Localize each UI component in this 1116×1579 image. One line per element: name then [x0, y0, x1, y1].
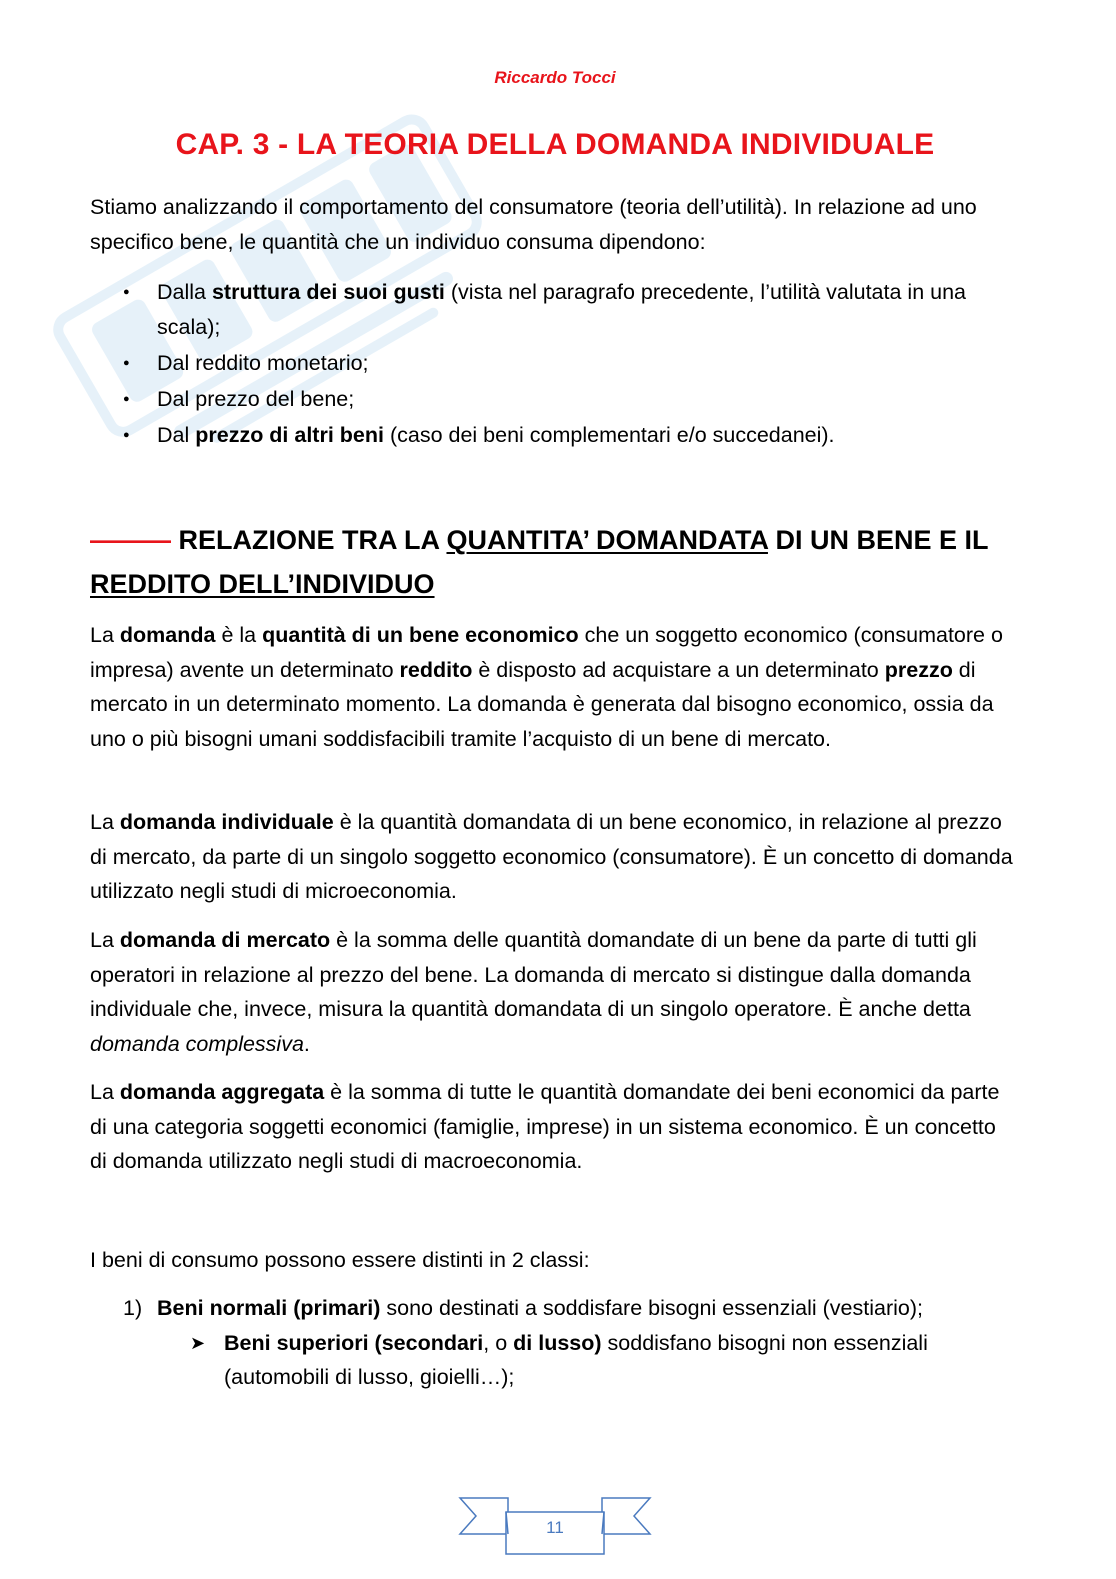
dependency-list: [90, 275, 1018, 454]
list-item: ● Dal prezzo di altri beni (caso dei beni complementari e/o succedanei).: [90, 418, 1018, 453]
classes-intro: I beni di consumo possono essere distinti in 2 classi:: [90, 1248, 590, 1272]
definition-domanda: La domanda è la quantità di un bene economico che un soggetto economico (consumatore o impresa) avente un determinato reddito è disposto ad acquistare a un determinato prezzo di mercato in un determinato momento. La domanda è generata dal bisogno economico, ossia da uno o più bisogni umani soddisfacibili tramite l’acquisto di un bene di mercato.: [90, 623, 1003, 751]
list-item: ● Dal reddito monetario;: [90, 346, 1018, 381]
chapter-title: CAP. 3 - LA TEORIA DELLA DOMANDA INDIVIDUALE: [175, 128, 935, 161]
definition-domanda-di-mercato: La domanda di mercato è la somma delle quantità domandate di un bene da parte di tutti gli operatori in relazione al prezzo del bene. La domanda di mercato si distingue dalla domanda individuale che, invece, misura la quantità domandata di un singolo operatore. È anche detta domanda complessiva.: [90, 928, 977, 1056]
list-item: ● Dalla struttura dei suoi gusti (vista nel paragrafo precedente, l’utilità valutata in una scala);: [90, 275, 1018, 344]
definition-domanda-individuale: La domanda individuale è la quantità domandata di un bene economico, in relazione al prezzo di mercato, da parte di un singolo soggetto economico (consumatore). È un concetto di domanda utilizzato negli studi di microeconomia.: [90, 810, 1013, 903]
classes-list: [90, 1291, 1018, 1395]
list-item: ● Dal prezzo del bene;: [90, 382, 1018, 417]
section-heading: ——— RELAZIONE TRA LA QUANTITA’ DOMANDATA DI UN BENE E IL REDDITO DELL’INDIVIDUO: [90, 525, 988, 599]
author-header: Riccardo Tocci: [494, 68, 616, 87]
intro-paragraph: Stiamo analizzando il comportamento del consumatore (teoria dell’utilità). In relazione ad uno specifico bene, le quantità che un individuo consuma dipendono:: [90, 195, 977, 254]
list-item: 1) Beni normali (primari) sono destinati a soddisfare bisogni essenziali (vestiario);: [123, 1296, 923, 1320]
page-number: 11: [546, 1518, 564, 1537]
list-item: ➤ Beni superiori (secondari, o di lusso) soddisfano bisogni non essenziali (automobili di lusso, gioielli…);: [90, 1326, 1018, 1395]
arrow-bullet-icon: ➤: [190, 1332, 206, 1353]
definition-domanda-aggregata: La domanda aggregata è la somma di tutte le quantità domandate dei beni economici da parte di una categoria soggetti economici (famiglie, imprese) in un sistema economico. È un concetto di domanda utilizzato negli studi di macroeconomia.: [90, 1080, 1000, 1173]
